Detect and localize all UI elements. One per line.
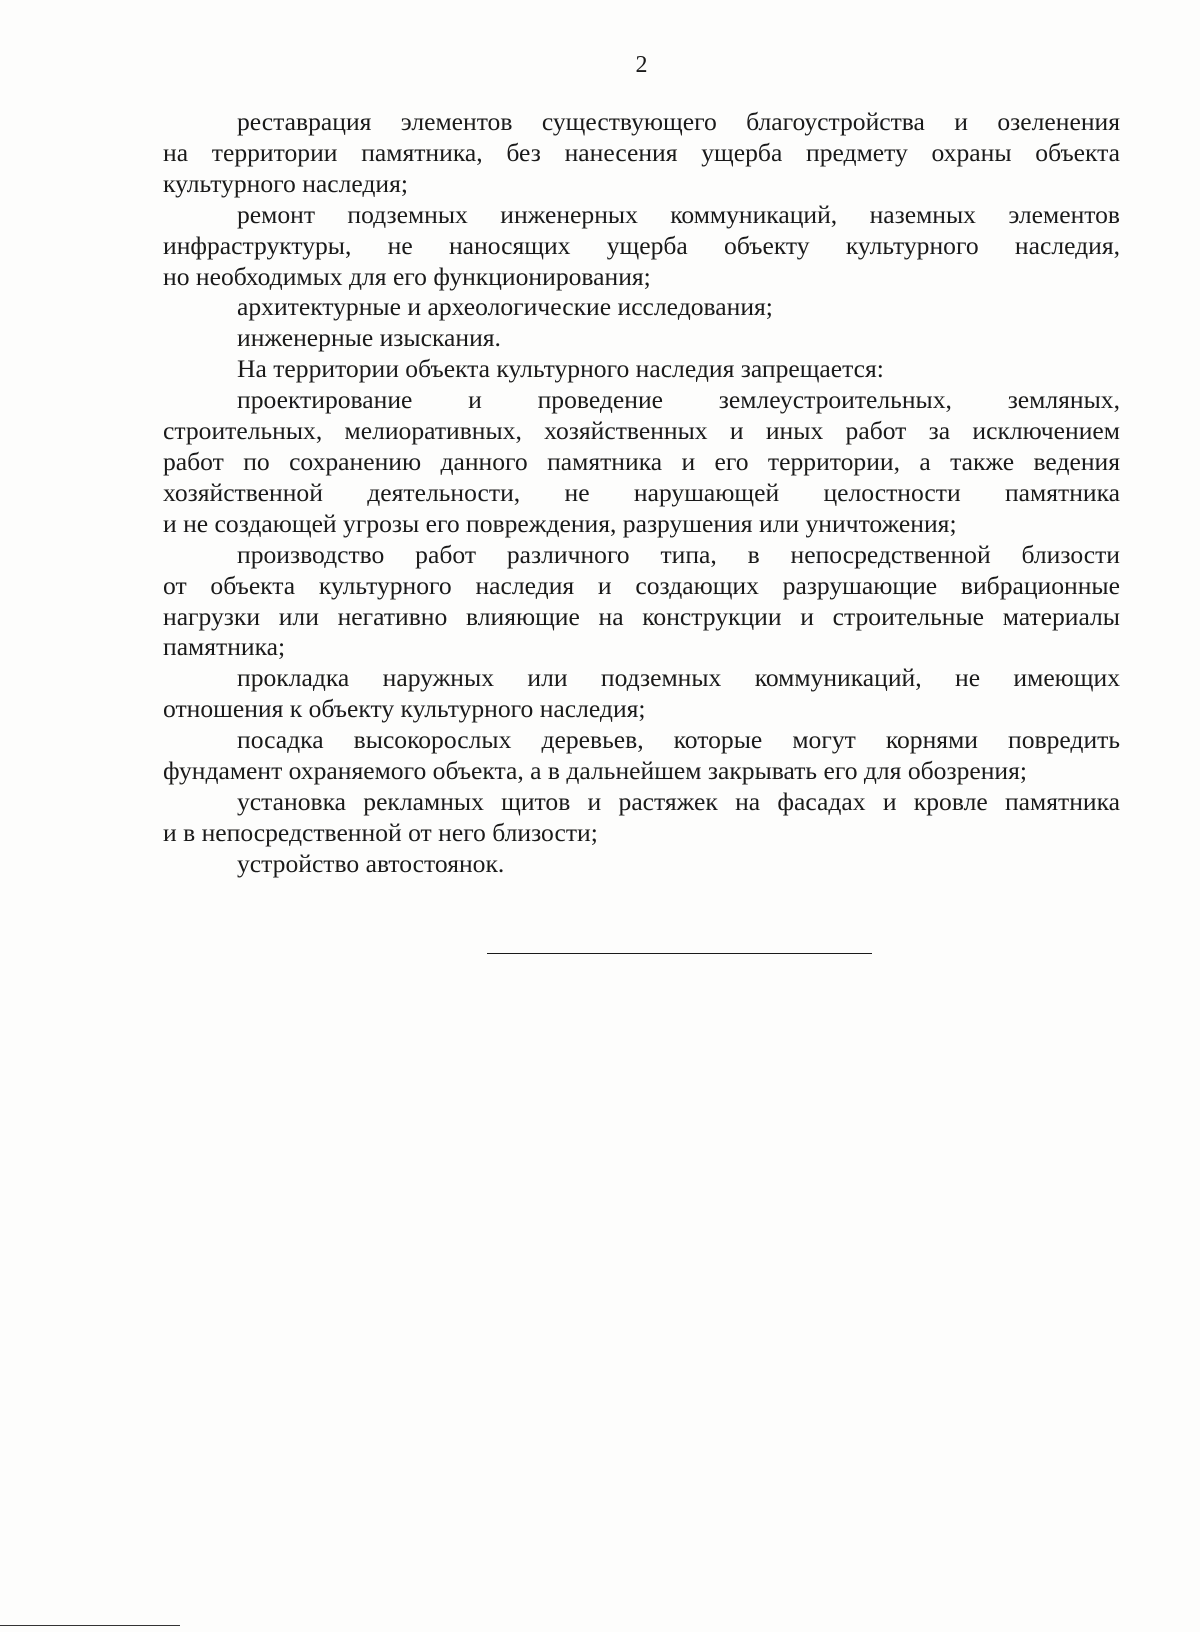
text-line: и не создающей угрозы его повреждения, разрушения или уничтожения; — [163, 508, 957, 538]
text-line: отношения к объекту культурного наследия; — [163, 694, 646, 724]
scan-edge-line — [0, 1625, 180, 1626]
text-line: архитектурные и археологические исследования; — [237, 292, 773, 322]
page-number: 2 — [635, 52, 648, 78]
paragraph — [163, 292, 1120, 323]
text-line: На территории объекта культурного наследия запрещается: — [237, 354, 884, 384]
text-line: но необходимых для его функционирования; — [163, 261, 651, 291]
text-line: ремонт подземных инженерных коммуникаций, наземных элементов — [237, 199, 1120, 229]
paragraph — [163, 200, 1120, 293]
text-line: реставрация элементов существующего благоустройства и озеленения — [237, 107, 1120, 136]
text-line: производство работ различного типа, в непосредственной близости — [237, 539, 1120, 569]
paragraph — [163, 385, 1120, 540]
paragraph — [163, 107, 1120, 200]
paragraph — [163, 354, 1120, 385]
paragraph — [163, 787, 1120, 849]
end-of-text-rule — [487, 953, 872, 954]
text-line: установка рекламных щитов и растяжек на фасадах и кровле памятника — [237, 786, 1120, 816]
text-line: устройство автостоянок. — [237, 848, 505, 878]
paragraph — [163, 725, 1120, 787]
paragraph — [163, 540, 1120, 664]
text-line: культурного наследия; — [163, 168, 409, 198]
paragraph — [163, 849, 1120, 880]
text-line: прокладка наружных или подземных коммуникаций, не имеющих — [237, 663, 1120, 693]
text-line: строительных, мелиоративных, хозяйственных и иных работ за исключением — [163, 416, 1120, 446]
text-line: и в непосредственной от него близости; — [163, 817, 598, 847]
paragraph — [163, 323, 1120, 354]
text-line: на территории памятника, без нанесения ущерба предмету охраны объекта — [163, 137, 1120, 167]
text-line: от объекта культурного наследия и создающих разрушающие вибрационные — [163, 570, 1120, 600]
text-line: посадка высокорослых деревьев, которые могут корнями повредить — [237, 725, 1120, 755]
text-line: хозяйственной деятельности, не нарушающей целостности памятника — [163, 477, 1120, 507]
text-line: проектирование и проведение землеустроительных, земляных, — [237, 385, 1120, 415]
text-line: инженерные изыскания. — [237, 323, 501, 353]
text-line: памятника; — [163, 632, 286, 662]
document-body — [163, 107, 1120, 880]
text-line: нагрузки или негативно влияющие на конструкции и строительные материалы — [163, 601, 1120, 631]
text-line: инфраструктуры, не наносящих ущерба объекту культурного наследия, — [163, 230, 1120, 260]
paragraph — [163, 663, 1120, 725]
text-line: фундамент охраняемого объекта, а в дальнейшем закрывать его для обозрения; — [163, 756, 1028, 786]
text-line: работ по сохранению данного памятника и его территории, а также ведения — [163, 446, 1120, 476]
